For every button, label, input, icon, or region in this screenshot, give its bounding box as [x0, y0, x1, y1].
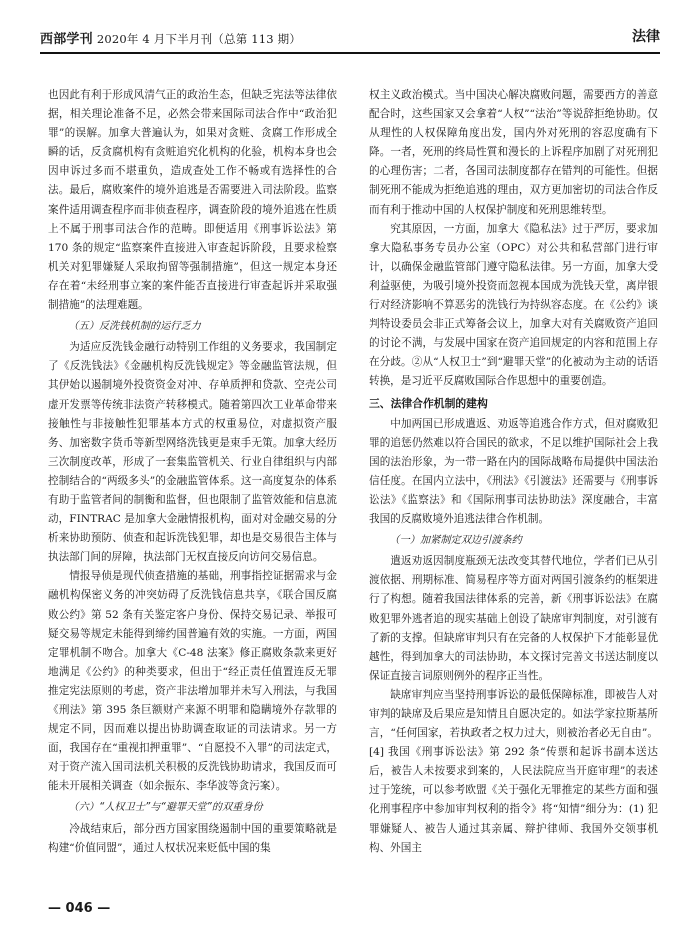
- left-column: [48, 86, 337, 858]
- paragraph: 也因此有利于形成风清气正的政治生态，但缺乏宪法等法律依据，相关理论准备不足，必然会带来国际司法合作中“政治犯罪”的误解。加拿大普遍认为，如果对贪赃、贪腐工作形成全瞬的话，反贪腐机构有贪赃追究化机构的化验，机构本身也会因申诉过多而不堪重负，造成查处工作不畅或有选择性的合法。最后，腐败案件的境外追逃是否需要进入司法阶段。监察案件适用调查程序而非侦查程序，调查阶段的境外追逃在性质上不属于刑事司法合作的范畴。即便适用《刑事诉讼法》第 170 条的规定“监察案件直接进入审查起诉阶段，且要求检察机关对犯罪嫌疑人采取拘留等强制措施”，但这一规定本身还存在着“未经刑事立案的案件能否直接进行审查起诉并采取强制措施”的法理难题。: [48, 89, 337, 312]
- section-heading: 三、法律合作机制的建构: [369, 396, 488, 410]
- issue-info: 2020年 4 月下半月刊（总第 113 期）: [96, 32, 302, 46]
- paragraph: 为适应反洗钱金融行动特别工作组的义务要求，我国制定了《反洗钱法》《金融机构反洗钱规定》等金融监管法规，但其伊始以遏制境外投资资金对冲、存单质押和贷款、空壳公司虚开发票等传统非法资产转移模式。随着第四次工业革命带来接触性与非接触性犯罪基本方式的权重易位，对虚拟资产服务、加密数字货币等新型网络洗钱更是束手无策。加拿大经历三次制度改革，形成了一套集监管机关、行业自律组织与内部控制结合的“两级多头”的金融监管体系。这一高度复杂的体系有助于监管者间的制衡和监督，但也限制了监管效能和信息流动，FINTRAC 是加拿大金融情报机构，面对对金融交易的分析来协助预防、侦查和起诉洗钱犯罪，却也是交易很告主体与执法部门间的屏障，执法部门无权直接反向访问交易信息。: [48, 341, 337, 564]
- subheading: （六）“人权卫士”与“避罪天堂”的双重身份: [68, 802, 263, 814]
- subheading: （一）加紧制定双边引渡条约: [389, 535, 522, 547]
- page-header: [40, 20, 660, 54]
- paragraph: 中加两国已形成遣返、劝返等追逃合作方式，但对腐败犯罪的追惩仍然难以符合国民的欲求，不足以维护国际社会上我国的法治形象，为一带一路在内的国际战略布局提供中国法治信任度。在国内立法中，《刑法》《引渡法》还需要与《刑事诉讼法》《监察法》和《国际刑事司法协助法》深度融合，丰富我国的反腐败境外追逃法律合作机制。: [369, 417, 658, 526]
- paragraph: 情报导侦是现代侦查措施的基础，刑事指控证据需求与金融机构保密义务的冲突妨碍了反洗钱信息共享，《联合国反腐败公约》第 52 条有关鉴定客户身份、保持交易记录、举报可疑交易等规定未能得到缔约国普遍有效的实施。一方面，两国定罪机制不吻合。加拿大《C-48 法案》修正腐败条款来更好地满足《公约》的种类要求，但出于“经正责任值置连反无罪推定宪法原则的考虑，资产非法增加罪并未写入刑法，与我国《刑法》第 395 条巨额财产来源不明罪和隐瞒境外存款罪的规定不同，因而难以提出协助调查取证的司法请求。另一方面，我国存在“重视扣押重罪”、“自愿投不入罪”的司法定式，对于资产流入国司法机关积极的反洗钱协助请求，我国反而可能未开展相关调查（如余振东、李华波等贪污案）。: [48, 570, 337, 793]
- paragraph: 缺席审判应当坚持刑事诉讼的最低保障标准，即被告人对审判的缺席及后果应是知情且自愿决定的。如法学家拉斯基所言，“任何国家，若执政者之权力过大，则被治者必无自由”。[4] 我国《刑事诉讼法》第 292 条“传票和起诉书副本送达后，被告人未按要求到案的，人民法院应当开庭审理”的表述过于笼统，可以参考欧盟《关于强化无罪推定的某些方面和强化刑事程序中参加审判权利的指令》将“知情”细分为：(1) 犯罪嫌疑人、被告人通过其亲属、辩护律师、我国外交领事机构、外国主: [369, 688, 658, 854]
- header-left: [40, 28, 301, 47]
- paragraph: 究其原因，一方面，加拿大《隐私法》过于严厉，要求加拿大隐私事务专员办公室（OPC）对公共和私营部门进行审计，以确保金融监管部门遵守隐私法律。另一方面，加拿大受利益驱使，为吸引境外投资而忽视本国成为洗钱天堂，离岸银行对经济影响不算恶劣的洗钱行为持纵容态度。在《公约》谈判特设委员会非正式筹备会议上，加拿大对有关腐败资产追回的讨论不满，与发展中国家在资产追回规定的内容和范围上存在分歧。②从“人权卫士”到“避罪天堂”的化被动为主动的话语转换，是习近平反腐败国际合作思想中的重要创造。: [369, 222, 658, 388]
- section-title: 法律: [632, 29, 660, 45]
- journal-name: 西部学刊: [40, 32, 93, 47]
- subheading: （五）反洗钱机制的运行乏力: [68, 321, 201, 333]
- paragraph: 冷战结束后，部分西方国家围绕遏制中国的重要策略就是构建“价值同盟”，通过人权状况来贬低中国的集: [48, 822, 337, 854]
- right-column: [369, 86, 658, 858]
- page-number: — 046 —: [48, 901, 111, 916]
- paragraph: 权主义政治模式。当中国决心解决腐败问题，需要西方的善意配合时，这些国家又会拿着“人权”“法治”等说辞拒绝协助。仅从理性的人权保障角度出发，国内外对死刑的容忍度确有下降。一者，死刑的终局性質和漫长的上诉程序加剧了对死刑犯的心理伤害；二者，各国司法制度都存在错判的可能性。但据制死刑不能成为拒绝追逃的理由，双方更加密切的司法合作反而有利于推动中国的人权保护制度和死刑思维转型。: [369, 89, 658, 216]
- paragraph: 遣返劝返因制度瓶颈无法改变其替代地位，学者们已从引渡依据、刑期标准、简易程序等方面对两国引渡条约的框架进行了构想。随着我国法律体系的完善，新《刑事诉讼法》在腐败犯罪外逃者追的现实基础上创设了缺席审判制度，对引渡有了新的支撑。但缺席审判只有在完备的人权保护下才能彰显优越性，得到加拿大的司法协助，本文探讨完善文书送达制度以保证直接言词原则例外的程序正当性。: [369, 555, 658, 682]
